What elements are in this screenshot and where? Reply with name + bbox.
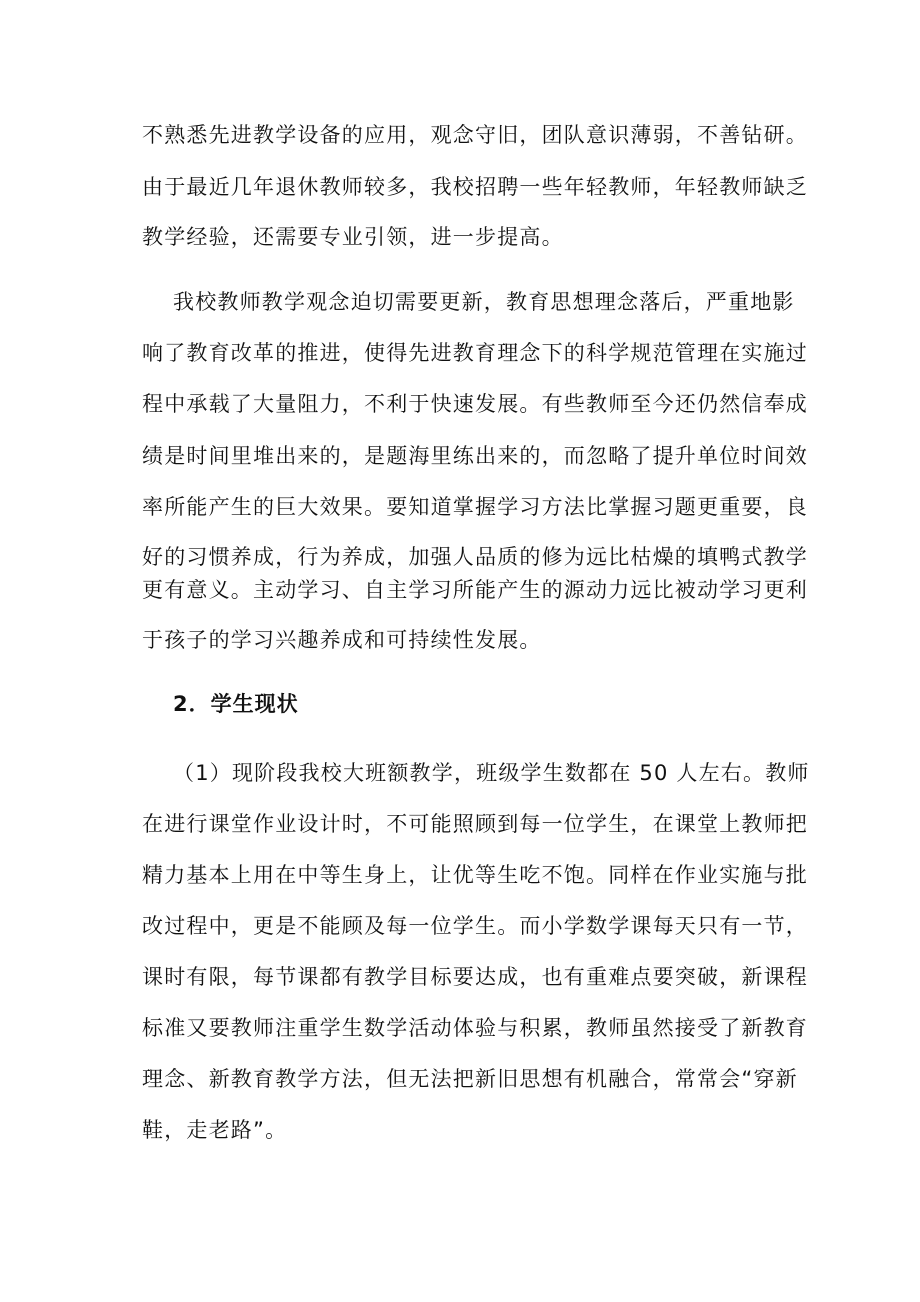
paragraph-2-line-3: 程中承载了大量阻力，不利于快速发展。有些教师至今还仍然信奉成 [142, 392, 808, 416]
paragraph-3-line-1: （1）现阶段我校大班额教学，班级学生数都在 50 人左右。教师 [173, 761, 810, 785]
paragraph-2-line-7: 更有意义。主动学习、自主学习所能产生的源动力远比被动学习更利 [142, 578, 808, 602]
section-heading: 2．学生现状 [173, 692, 299, 716]
paragraph-2-line-6: 好的习惯养成，行为养成，加强人品质的修为远比枯燥的填鸭式教学 [142, 545, 808, 569]
paragraph-3-line-5: 课时有限，每节课都有教学目标要达成，也有重难点要突破，新课程 [142, 965, 808, 989]
paragraph-3-line-4: 改过程中，更是不能顾及每一位学生。而小学数学课每天只有一节， [142, 914, 808, 938]
paragraph-2-line-5: 率所能产生的巨大效果。要知道掌握学习方法比掌握习题更重要，良 [142, 495, 808, 519]
paragraph-2-line-2: 响了教育改革的推进，使得先进教育理念下的科学规范管理在实施过 [142, 341, 808, 365]
paragraph-3-line-3: 精力基本上用在中等生身上，让优等生吃不饱。同样在作业实施与批 [142, 863, 808, 887]
paragraph-2-line-4: 绩是时间里堆出来的，是题海里练出来的，而忽略了提升单位时间效 [142, 444, 808, 468]
paragraph-3-line-8: 鞋，走老路”。 [142, 1118, 288, 1142]
paragraph-1-line-2: 由于最近几年退休教师较多，我校招聘一些年轻教师，年轻教师缺乏 [142, 175, 808, 199]
paragraph-3-line-7: 理念、新教育教学方法，但无法把新旧思想有机融合，常常会“穿新 [142, 1067, 798, 1091]
paragraph-3-line-6: 标准又要教师注重学生数学活动体验与积累，教师虽然接受了新教育 [142, 1016, 808, 1040]
paragraph-3-line-2: 在进行课堂作业设计时，不可能照顾到每一位学生，在课堂上教师把 [142, 812, 808, 836]
paragraph-2-line-1: 我校教师教学观念迫切需要更新，教育思想理念落后，严重地影 [173, 290, 795, 314]
paragraph-1-line-3: 教学经验，还需要专业引领，进一步提高。 [142, 225, 564, 249]
paragraph-2-line-8: 于孩子的学习兴趣养成和可持续性发展。 [142, 628, 542, 652]
paragraph-1-line-1: 不熟悉先进教学设备的应用，观念守旧，团队意识薄弱，不善钻研。 [142, 123, 808, 147]
